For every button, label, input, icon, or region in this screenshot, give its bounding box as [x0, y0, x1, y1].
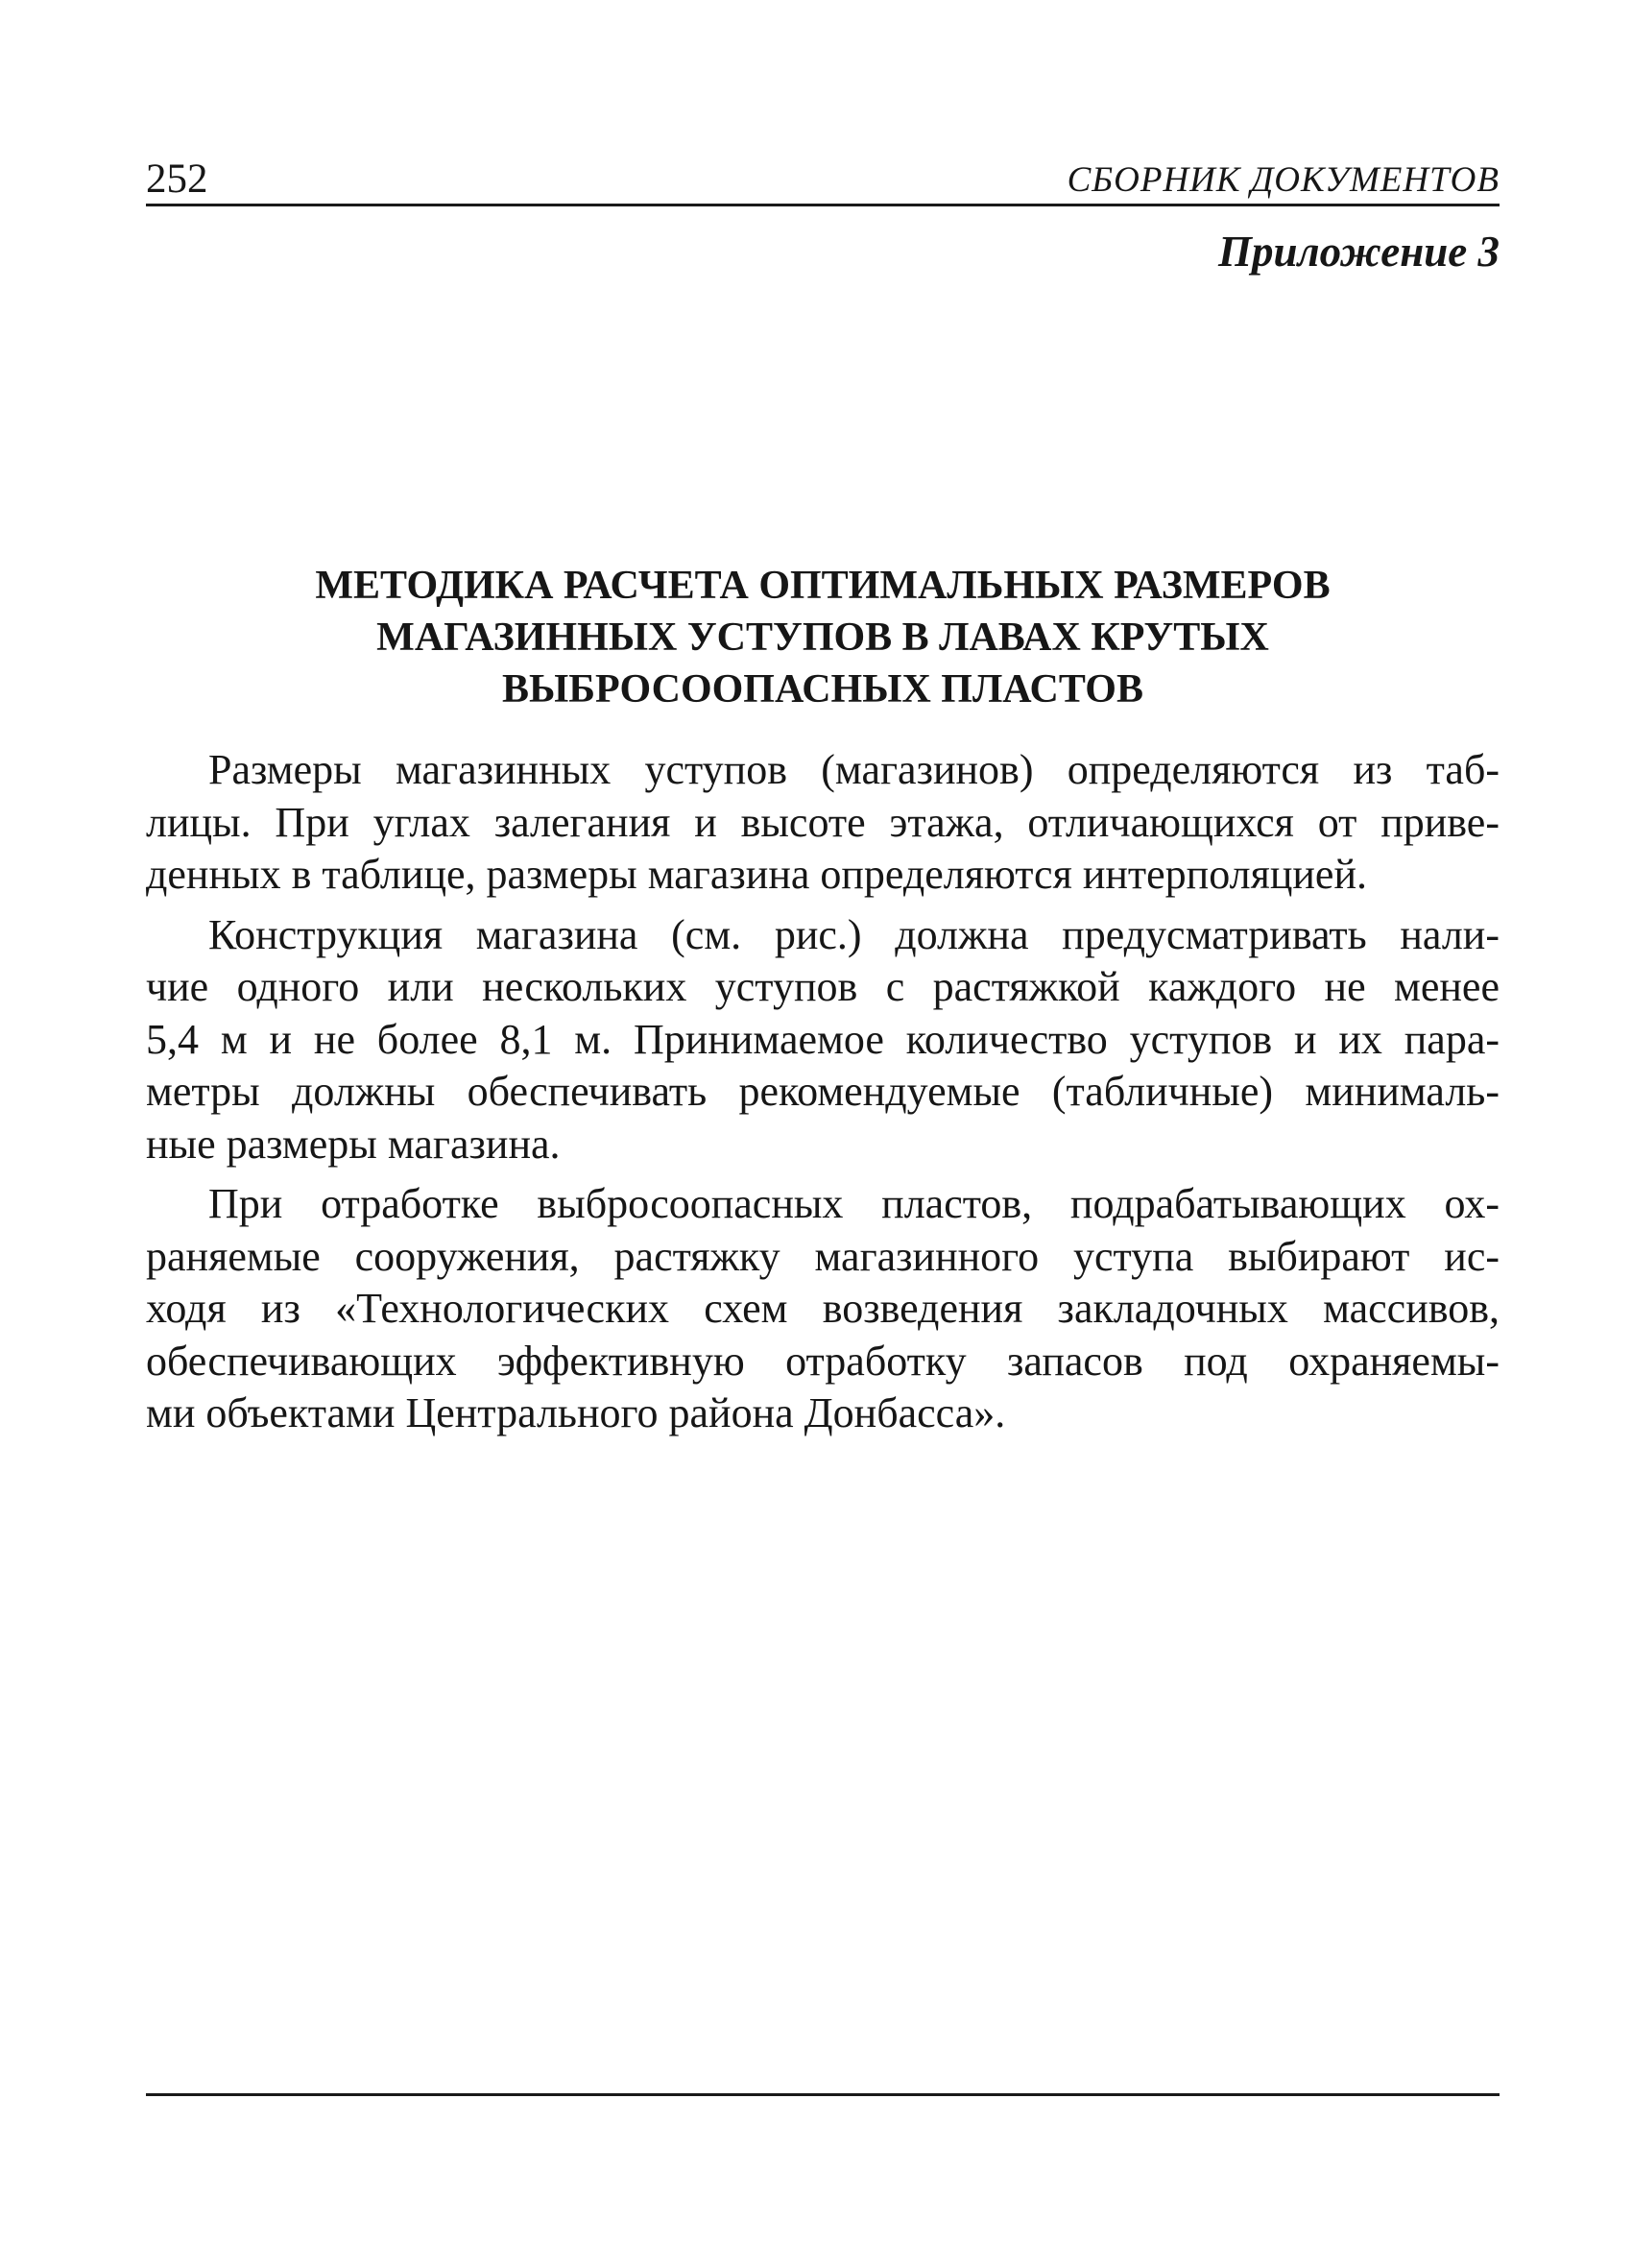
- text-line: ходя из «Технологических схем возведения закладочных массивов,: [146, 1285, 1500, 1332]
- appendix-label: Приложение 3: [1218, 228, 1500, 276]
- text-line: Конструкция магазина (см. рис.) должна предусматривать нали-: [208, 910, 1500, 958]
- title-line: МАГАЗИННЫХ УСТУПОВ В ЛАВАХ КРУТЫХ: [376, 615, 1269, 660]
- text-line: чие одного или нескольких уступов с растяжкой каждого не менее: [146, 963, 1500, 1010]
- body-text: [146, 744, 1500, 1448]
- collection-title: СБОРНИК ДОКУМЕНТОВ: [1067, 160, 1500, 200]
- page-number: 252: [146, 157, 208, 202]
- paragraph-3: [146, 1178, 1500, 1440]
- text-line: раняемые сооружения, растяжку магазинного уступа выбирают ис-: [146, 1232, 1500, 1280]
- paragraph-2: [146, 909, 1500, 1171]
- text-line: обеспечивающих эффективную отработку запасов под охраняемы-: [146, 1337, 1500, 1385]
- text-line: Размеры магазинных уступов (магазинов) определяются из таб-: [208, 746, 1500, 793]
- text-line: метры должны обеспечивать рекомендуемые (табличные) минималь-: [146, 1068, 1500, 1115]
- footer-rule: [146, 2093, 1500, 2096]
- title-line: ВЫБРОСООПАСНЫХ ПЛАСТОВ: [502, 667, 1143, 712]
- running-header: [146, 146, 1500, 206]
- text-line: лицы. При углах залегания и высоте этажа, отличающихся от приве-: [146, 798, 1500, 846]
- text-line: ми объектами Центрального района Донбасса».: [146, 1389, 1006, 1436]
- text-line: ные размеры магазина.: [146, 1120, 561, 1168]
- text-line: 5,4 м и не более 8,1 м. Принимаемое количество уступов и их пара-: [146, 1015, 1500, 1063]
- text-line: При отработке выбросоопасных пластов, подрабатывающих ох-: [208, 1180, 1500, 1227]
- title-line: МЕТОДИКА РАСЧЕТА ОПТИМАЛЬНЫХ РАЗМЕРОВ: [315, 564, 1331, 608]
- paragraph-1: [146, 744, 1500, 902]
- document-title: [146, 560, 1500, 715]
- text-line: денных в таблице, размеры магазина определяются интерполяцией.: [146, 851, 1368, 898]
